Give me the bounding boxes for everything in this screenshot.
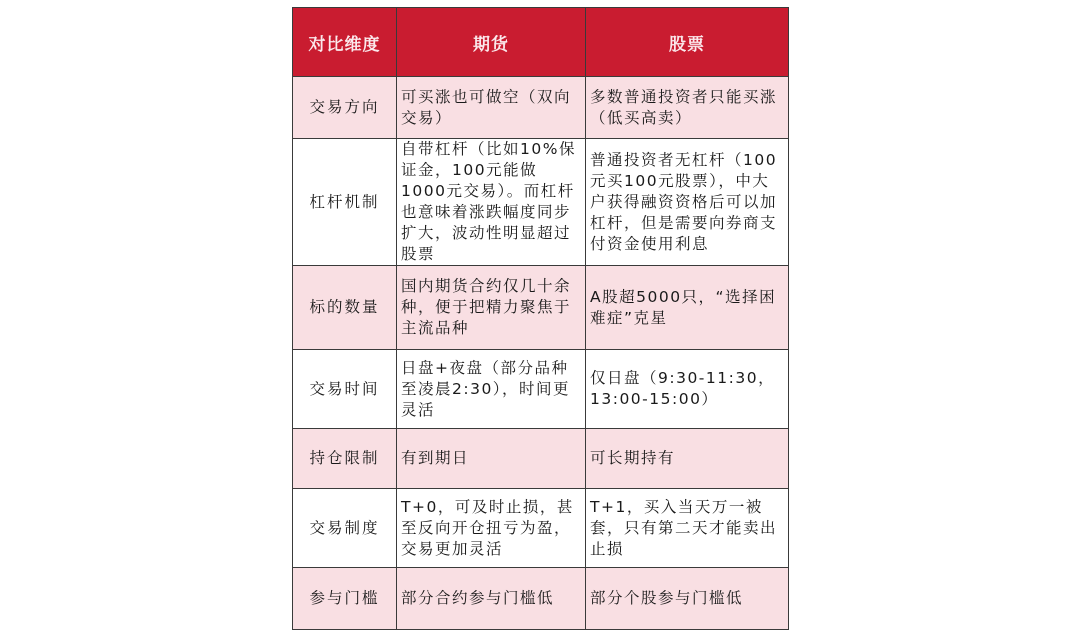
table-header-row <box>293 8 789 77</box>
comparison-table-container <box>292 7 788 630</box>
row-futures: 国内期货合约仅几十余种，便于把精力聚焦于主流品种 <box>397 266 586 350</box>
futures-vs-stocks-table <box>292 7 789 630</box>
row-dimension: 标的数量 <box>293 266 397 350</box>
row-futures: 可买涨也可做空（双向交易） <box>397 77 586 139</box>
row-stocks: 普通投资者无杠杆（100元买100元股票），中大户获得融资资格后可以加杠杆，但是需要向券商支付资金使用利息 <box>586 139 789 266</box>
header-futures: 期货 <box>397 8 586 77</box>
row-dimension: 交易制度 <box>293 489 397 568</box>
table-row <box>293 77 789 139</box>
table-row <box>293 139 789 266</box>
row-dimension: 参与门槛 <box>293 568 397 630</box>
row-dimension: 持仓限制 <box>293 429 397 489</box>
row-futures: T+0，可及时止损，甚至反向开仓扭亏为盈，交易更加灵活 <box>397 489 586 568</box>
table-row <box>293 489 789 568</box>
header-dimension: 对比维度 <box>293 8 397 77</box>
row-dimension: 杠杆机制 <box>293 139 397 266</box>
row-stocks: 多数普通投资者只能买涨（低买高卖） <box>586 77 789 139</box>
table-row <box>293 266 789 350</box>
row-futures: 部分合约参与门槛低 <box>397 568 586 630</box>
table-row <box>293 568 789 630</box>
table-row <box>293 350 789 429</box>
row-stocks: 仅日盘（9:30-11:30，13:00-15:00） <box>586 350 789 429</box>
header-stocks: 股票 <box>586 8 789 77</box>
row-dimension: 交易时间 <box>293 350 397 429</box>
row-futures: 日盘+夜盘（部分品种至凌晨2:30），时间更灵活 <box>397 350 586 429</box>
row-stocks: 部分个股参与门槛低 <box>586 568 789 630</box>
row-futures: 有到期日 <box>397 429 586 489</box>
row-dimension: 交易方向 <box>293 77 397 139</box>
row-stocks: A股超5000只，“选择困难症”克星 <box>586 266 789 350</box>
row-futures: 自带杠杆（比如10%保证金，100元能做1000元交易）。而杠杆也意味着涨跌幅度同步扩大，波动性明显超过股票 <box>397 139 586 266</box>
row-stocks: T+1，买入当天万一被套，只有第二天才能卖出止损 <box>586 489 789 568</box>
table-row <box>293 429 789 489</box>
row-stocks: 可长期持有 <box>586 429 789 489</box>
